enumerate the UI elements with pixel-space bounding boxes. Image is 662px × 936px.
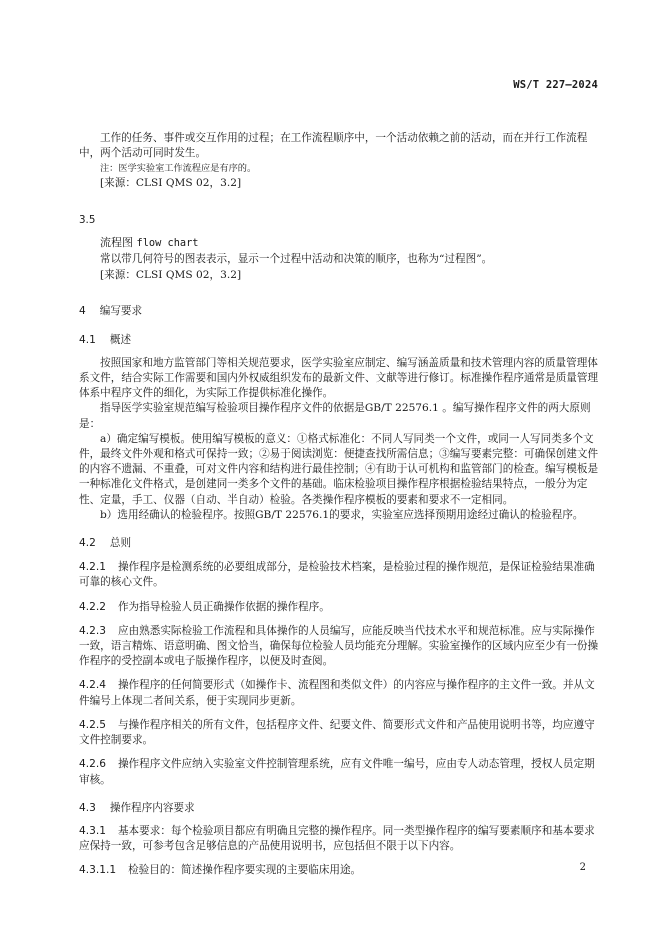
source-citation: [来源：CLSI QMS 02，3.2] xyxy=(100,177,242,190)
clause xyxy=(79,600,602,615)
page-number: 2 xyxy=(579,862,586,873)
clause-number: 4.2.5 xyxy=(79,718,106,731)
subsection-heading xyxy=(79,536,602,551)
clause-number: 4.2.3 xyxy=(79,624,106,637)
clause xyxy=(79,678,602,708)
section-number: 4.1 xyxy=(79,333,96,346)
term-definition: 常以带几何符号的图表表示，显示一个过程中活动和决策的顺序，也称为“过程图”。 xyxy=(100,253,493,266)
clause xyxy=(79,824,602,854)
page-content xyxy=(79,131,602,879)
clause-text: 与操作程序相关的所有文件，包括程序文件、纪要文件、简要形式文件和产品使用说明书等，均应遵守文件控制要求。 xyxy=(79,718,595,747)
clause xyxy=(79,757,602,787)
clause xyxy=(79,718,602,748)
clause-number: 4.3.1.1 xyxy=(79,864,117,877)
subsection-heading xyxy=(79,333,602,348)
clause-number: 4.3.1 xyxy=(79,824,106,837)
paragraph: 工作的任务、事件或交互作用的过程；在工作流程顺序中，一个活动依赖之前的活动，而在并行工作流程中，两个活动可同时发生。 xyxy=(79,132,588,160)
section-title: 编写要求 xyxy=(99,305,143,318)
clause-number: 4.2.1 xyxy=(79,561,106,574)
clause-text: 应由熟悉实际检验工作流程和具体操作的人员编写，应能反映当代技术水平和规范标准。应与实际操作一致，语言精炼、语意明确、图文恰当，确保每位检验人员均能充分理解。实验室操作的区域内应至少有一份操作程序的受控副本或电子版操作程序，以便及时查阅。 xyxy=(79,624,599,668)
clause xyxy=(79,624,602,670)
section-heading xyxy=(79,304,602,319)
section-number: 4.3 xyxy=(79,801,96,814)
section-title: 概述 xyxy=(109,333,132,346)
clause xyxy=(79,863,602,878)
clause-number: 4.2.4 xyxy=(79,679,106,692)
clause-text: 操作程序是检测系统的必要组成部分，是检验技术档案，是检验过程的操作规范，是保证检验结果准确可靠的核心文件。 xyxy=(79,561,595,589)
note: 注：医学实验室工作流程应是有序的。 xyxy=(100,163,257,175)
paragraph: 按照国家和地方监管部门等相关规范要求，医学实验室应制定、编写涵盖质量和技术管理内容的质量管理体系文件，结合实际工作需要和国内外权威组织发布的最新文件、文献等进行修订。标准操作程序通常是质量管理体系中程序文件的细化，为实际工作提供标准化操作。 xyxy=(79,356,599,400)
clause-text: 操作程序文件应纳入实验室文件控制管理系统，应有文件唯一编号，应由专人动态管理，授权人员定期审核。 xyxy=(79,758,595,786)
term-title xyxy=(79,235,602,251)
term-number: 3.5 xyxy=(79,213,96,226)
clause-number: 4.2.2 xyxy=(79,600,106,613)
clause-text: 作为指导检验人员正确操作依据的操作程序。 xyxy=(117,600,330,613)
term-zh: 流程图 xyxy=(100,235,133,249)
list-item: a）确定编写模板。使用编写模板的意义：①格式标准化：不同人写同类一个文件，或同一人写同类多个文件，最终文件外观和格式可保持一致；②易于阅读浏览：便捷查找所需信息；③编写要素完整：可确保创建文件的内容不遗漏、不重叠，可对文件内容和结构进行最佳控制；④有助于认可机构和监管部门的检查。编写模板是一种标准化文件格式，是创建同一类多个文件的基础。临床检验项目操作程序根据检验结果特点，一般分为定性、定量，手工、仪器（自动、半自动）检验。各类操作程序模板的要素和要求不一定相同。 xyxy=(79,432,599,506)
paragraph: 指导医学实验室规范编写检验项目操作程序文件的依据是GB/T 22576.1 。编写操作程序文件的两大原则是： xyxy=(79,402,591,430)
clause-text: 检验目的：简述操作程序要实现的主要临床用途。 xyxy=(128,864,362,877)
section-number: 4 xyxy=(79,305,86,318)
list-item: b）选用经确认的检验程序。按照GB/T 22576.1的要求，实验室应选择预期用途经过确认的检验程序。 xyxy=(100,508,584,521)
section-title: 操作程序内容要求 xyxy=(109,801,195,814)
source-citation: [来源：CLSI QMS 02，3.2] xyxy=(100,269,242,282)
clause-number: 4.2.6 xyxy=(79,758,106,771)
clause-text: 基本要求：每个检验项目都应有明确且完整的操作程序。同一类型操作程序的编写要素顺序和基本要求应保持一致，可参考包含足够信息的产品使用说明书，应包括但不限于以下内容。 xyxy=(79,824,595,853)
section-title: 总则 xyxy=(109,537,132,550)
clause-text: 操作程序的任何简要形式（如操作卡、流程图和类似文件）的内容应与操作程序的主文件一致。并从文件编号上体现二者间关系，便于实现同步更新。 xyxy=(79,679,595,707)
subsection-heading xyxy=(79,801,602,816)
clause xyxy=(79,560,602,590)
standard-number: WS/T 227—2024 xyxy=(513,79,598,91)
term-en: flow chart xyxy=(136,236,199,249)
section-number: 4.2 xyxy=(79,537,96,550)
